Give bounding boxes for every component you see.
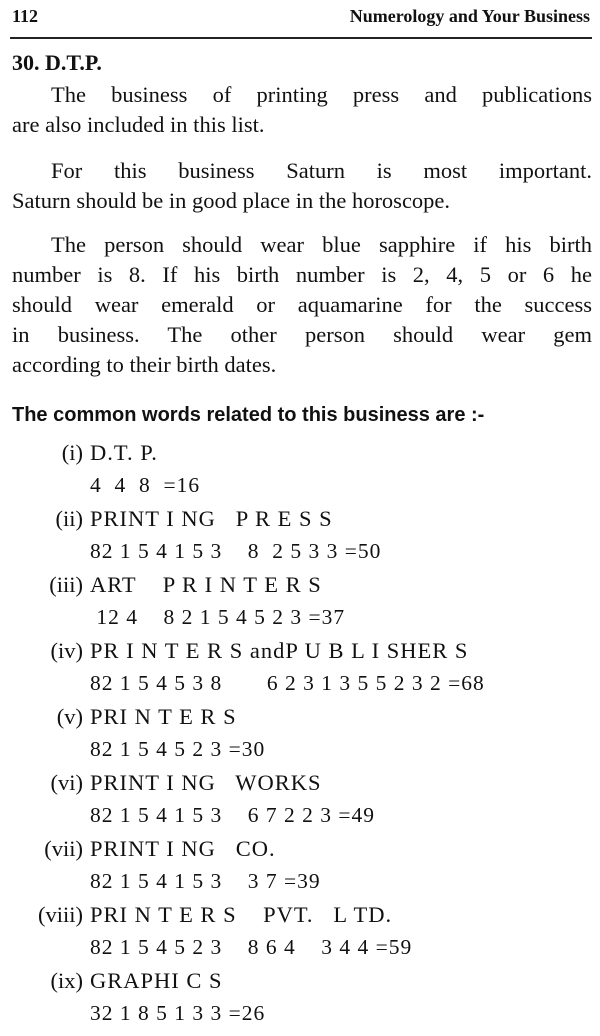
item-numbers: 82 1 5 4 1 5 3 6 7 2 2 3 =49	[90, 803, 376, 827]
item-words: PRI N T E R S	[90, 704, 237, 729]
item-label: (iii)	[49, 572, 83, 597]
section-title: 30. D.T.P.	[12, 50, 102, 75]
paragraph-line: in business. The other person should wear gem	[12, 322, 592, 347]
item-words: D.T. P.	[90, 440, 158, 465]
item-label: (vi)	[50, 770, 83, 795]
paragraph-line: Saturn should be in good place in the horoscope.	[12, 188, 451, 213]
list-item	[0, 572, 600, 640]
item-numbers: 82 1 5 4 5 2 3 =30	[90, 737, 266, 761]
item-label: (vii)	[44, 836, 83, 861]
item-numbers: 32 1 8 5 1 3 3 =26	[90, 1001, 266, 1025]
item-words: PRINT I NG P R E S S	[90, 506, 333, 531]
item-words: GRAPHI C S	[90, 968, 223, 993]
page-number: 112	[12, 6, 39, 26]
list-item	[0, 836, 600, 904]
item-numbers: 4 4 8 =16	[90, 473, 201, 497]
item-numbers: 82 1 5 4 1 5 3 8 2 5 3 3 =50	[90, 539, 382, 563]
item-label: (ix)	[50, 968, 83, 993]
paragraph-line: are also included in this list.	[12, 112, 265, 137]
item-numbers: 82 1 5 4 5 3 8 6 2 3 1 3 5 5 2 3 2 =68	[90, 671, 485, 695]
paragraph-2	[12, 156, 592, 216]
list-item	[0, 770, 600, 838]
paragraph-line: number is 8. If his birth number is 2, 4, 5 or 6 he	[12, 262, 592, 287]
item-label: (iv)	[50, 638, 83, 663]
list-item	[0, 638, 600, 706]
running-title: Numerology and Your Business	[349, 6, 590, 26]
paragraph-3	[12, 230, 592, 380]
list-item	[0, 440, 600, 508]
paragraph-line: The business of printing press and publications	[51, 82, 592, 107]
paragraph-line: should wear emerald or aquamarine for the success	[12, 292, 592, 317]
paragraph-line: according to their birth dates.	[12, 352, 277, 377]
list-item	[0, 968, 600, 1036]
paragraph-line: The person should wear blue sapphire if his birth	[51, 232, 592, 257]
item-numbers: 12 4 8 2 1 5 4 5 2 3 =37	[90, 605, 346, 629]
item-numbers: 82 1 5 4 5 2 3 8 6 4 3 4 4 =59	[90, 935, 413, 959]
item-words: ART P R I N T E R S	[90, 572, 322, 597]
item-words: PRI N T E R S PVT. L TD.	[90, 902, 393, 927]
item-words: PR I N T E R S andP U B L I SHER S	[90, 638, 469, 663]
item-label: (ii)	[55, 506, 83, 531]
page-header	[12, 6, 590, 30]
item-label: (v)	[56, 704, 83, 729]
list-item	[0, 902, 600, 970]
list-item	[0, 506, 600, 574]
list-heading: The common words related to this business are :-	[12, 404, 485, 426]
item-words: PRINT I NG WORKS	[90, 770, 322, 795]
item-numbers: 82 1 5 4 1 5 3 3 7 =39	[90, 869, 321, 893]
item-words: PRINT I NG CO.	[90, 836, 276, 861]
list-item	[0, 704, 600, 772]
header-rule	[10, 37, 592, 39]
paragraph-1	[12, 80, 592, 140]
item-label: (viii)	[38, 902, 83, 927]
paragraph-line: For this business Saturn is most important.	[51, 158, 592, 183]
item-label: (i)	[61, 440, 83, 465]
